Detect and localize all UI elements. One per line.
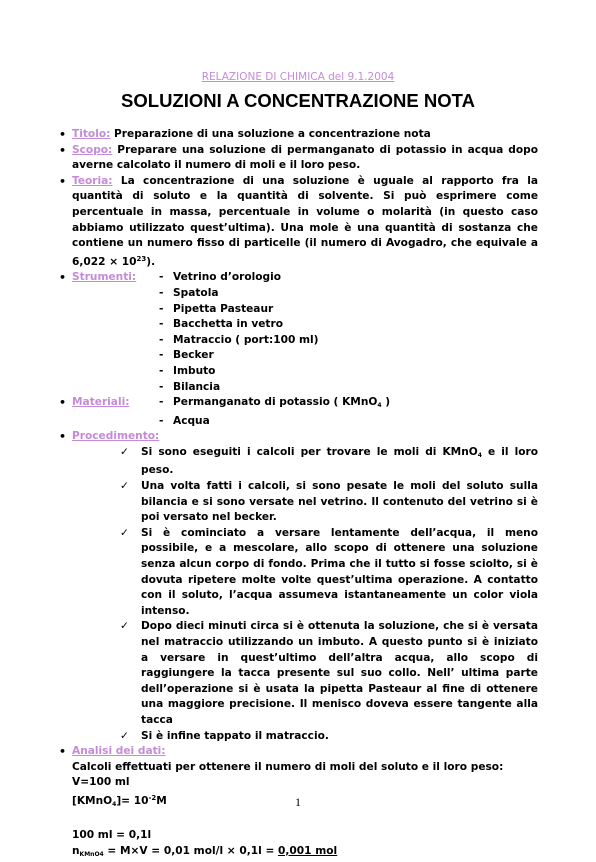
list-item: - Vetrino d’orologio — [159, 271, 282, 284]
materiali-list — [159, 395, 390, 429]
materiali-label-col — [72, 395, 159, 429]
analisi-line: [KMnO$_4$]= $10^{-2}M$ — [72, 793, 167, 808]
analisi-line: 100 ml = 0,1l — [72, 829, 152, 842]
strumenti-label-col — [72, 270, 159, 395]
checkmark-icon: ✓ — [120, 445, 129, 458]
list-item: - Imbuto — [159, 364, 216, 377]
procedure-step: ✓ Si è cominciato a versare lentamente dell’acqua, il meno possibile, e a mescolare, allo scopo di ottenere una soluzione senza alcun corpo di fondo. Prima che il tutto si fosse sciolto, si è dovuta ripetere molte volte quest’ultima operazione. A contatto con il soluto, l’acqua assumeva istantaneamente un color viola intenso. — [120, 526, 538, 617]
bullet-icon: • — [59, 745, 67, 759]
list-item: - Spatola — [159, 286, 219, 299]
list-item: - Pipetta Pasteaur — [159, 302, 274, 315]
list-item: - Acqua — [159, 414, 210, 427]
section-label-scopo: Scopo: — [72, 143, 113, 156]
list-item: - Permanganato di potassio ( KMnO$_4$ ) — [159, 396, 391, 410]
section-materiali — [59, 395, 538, 429]
bullet-icon: • — [59, 128, 67, 141]
blank-line — [72, 813, 538, 829]
analisi-line: V=100 ml — [72, 776, 130, 789]
checkmark-icon: ✓ — [120, 480, 129, 493]
section-label-analisi: Analisi dei dati: — [72, 745, 166, 758]
checkmark-icon: ✓ — [120, 729, 129, 742]
report-header: RELAZIONE DI CHIMICA del 9.1.2004 — [201, 71, 395, 83]
section-titolo — [59, 127, 538, 143]
result-value: 0,001 mol — [278, 844, 338, 857]
section-procedimento — [59, 429, 538, 744]
bullet-icon: • — [59, 396, 67, 410]
list-item: - Becker — [159, 349, 214, 362]
list-item: - Bilancia — [159, 380, 221, 393]
strumenti-row — [72, 270, 538, 395]
section-strumenti — [59, 270, 538, 395]
procedure-step: ✓ Dopo dieci minuti circa si è ottenuta la soluzione, che si è versata nel matraccio utilizzando un imbuto. A questo punto si è iniziato a versare in quest’ultimo dell’altra acqua, allo scopo di raggiungere la tacca presente sul suo collo. Nell’ ultima parte dell’operazione si è usata la pipetta Pasteaur al fine di ottenere una maggiore precisione. Il menisco doveva essere tangente alla tacca — [120, 620, 538, 726]
section-label-procedimento: Procedimento: — [72, 430, 160, 443]
list-item: - Matraccio ( port:100 ml) — [159, 333, 319, 346]
section-label-teoria: Teoria: — [72, 174, 113, 187]
titolo-text: Preparazione di una soluzione a concentrazione nota — [110, 128, 431, 140]
list-item: - Bacchetta in vetro — [159, 318, 283, 331]
bullet-icon: • — [59, 430, 67, 444]
section-teoria — [59, 174, 538, 271]
teoria-text: La concentrazione di una soluzione è uguale al rapporto fra la quantità di soluto e la quantità di solvente. Si può esprimere come percentuale in massa, percentuale in volume o molarità (in questo caso abbiamo utilizzato quest’ultima). Una mole è una quantità di sostanza che contiene un numero fisso di particelle (il numero di Avogadro, che equivale a 6,022 × 10 — [72, 174, 538, 268]
page-number: 1 — [295, 795, 301, 809]
bullet-icon: • — [59, 271, 67, 285]
teoria-text-end: ). — [146, 255, 156, 268]
procedure-step: ✓ Una volta fatti i calcoli, si sono pesate le moli del soluto sulla bilancia e si sono versate nel vetrino. Il contenuto del vetrino si è poi versato nel becker. — [120, 480, 538, 524]
materiali-row — [72, 395, 538, 429]
checkmark-icon: ✓ — [120, 620, 129, 633]
section-label-titolo: Titolo: — [72, 128, 111, 140]
checkmark-icon: ✓ — [120, 526, 129, 539]
analisi-line: Calcoli effettuati per ottenere il numero di moli del soluto e il loro peso: — [72, 760, 504, 773]
section-label-strumenti: Strumenti: — [72, 271, 137, 284]
section-scopo — [59, 143, 538, 174]
strumenti-list — [159, 270, 319, 395]
section-label-materiali: Materiali: — [72, 396, 130, 409]
avogadro-exponent: 23 — [136, 254, 147, 263]
procedure-step: ✓ Si è infine tappato il matraccio. — [72, 729, 538, 745]
bullet-icon: • — [59, 143, 67, 157]
scopo-text: Preparare una soluzione di permanganato di potassio in acqua dopo averne calcolato il numero di moli e il loro peso. — [72, 143, 538, 172]
bullet-icon: • — [59, 174, 67, 188]
document-title: SOLUZIONI A CONCENTRAZIONE NOTA — [121, 90, 475, 111]
document-body — [59, 127, 538, 862]
procedure-step: ✓ Si sono eseguiti i calcoli per trovare le moli di KMnO$_4$ e il loro peso. — [120, 445, 538, 477]
analisi-line: $n_{KMnO4} = M\times V = 0,01$ mol/l × 0,1l = 0,001 mol — [72, 844, 338, 858]
